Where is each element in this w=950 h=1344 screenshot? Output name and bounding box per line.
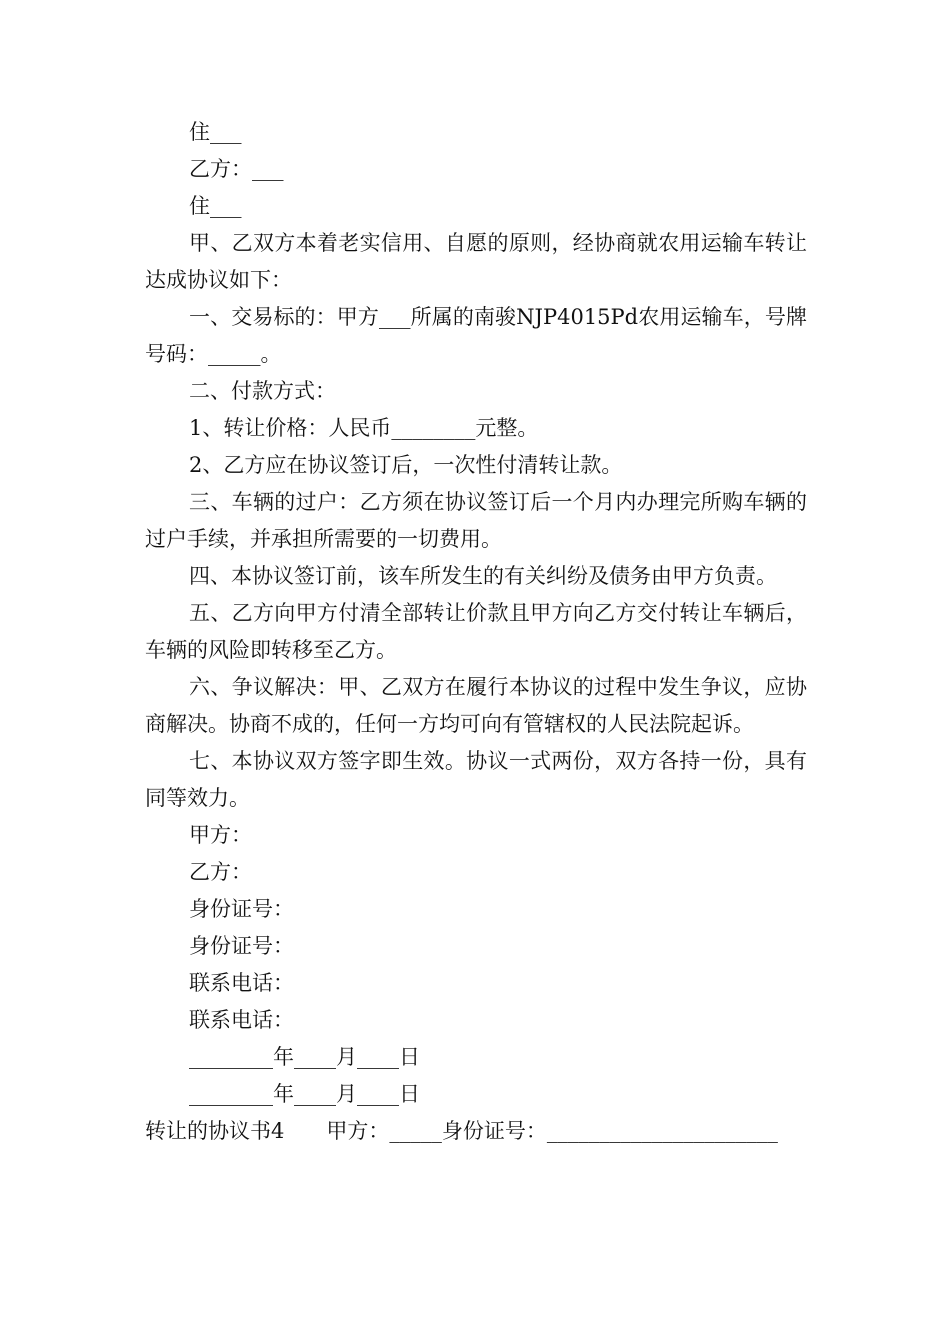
- paragraph-clause-6: 六、争议解决：甲、乙双方在履行本协议的过程中发生争议，应协商解决。协商不成的，任何一方均可向有管辖权的人民法院起诉。: [145, 675, 807, 736]
- paragraph-clause-3: 三、车辆的过户：乙方须在协议签订后一个月内办理完所购车辆的过户手续，并承担所需要的一切费用。: [145, 490, 807, 551]
- paragraph-clause-4: 四、本协议签订前，该车所发生的有关纠纷及债务由甲方负责。: [189, 564, 777, 588]
- paragraph-intro: 甲、乙双方本着老实信用、自愿的原则，经协商就农用运输车转让达成协议如下：: [145, 231, 807, 292]
- document-body: [145, 114, 807, 1150]
- paragraph-party-b: 乙方：___: [189, 157, 284, 181]
- paragraph-address-a: 住___: [189, 120, 242, 144]
- paragraph-clause-7: 七、本协议双方签字即生效。协议一式两份，双方各持一份，具有同等效力。: [145, 749, 807, 810]
- paragraph-clause-1: 一、交易标的：甲方___所属的南骏NJP4015Pd农用运输车，号牌号码：_____。: [145, 305, 807, 366]
- id-number-b: 身份证号：: [189, 934, 294, 958]
- paragraph-clause-2: 二、付款方式：: [189, 379, 336, 403]
- paragraph-clause-2-2: 2、乙方应在协议签订后，一次性付清转让款。: [189, 453, 623, 477]
- phone-a: 联系电话：: [189, 971, 294, 995]
- footer-line: 转让的协议书4 甲方：_____身份证号：______________________: [145, 1119, 778, 1143]
- phone-b: 联系电话：: [189, 1008, 294, 1032]
- date-a: ________年____月____日: [189, 1045, 420, 1069]
- signature-party-b: 乙方：: [189, 860, 252, 884]
- paragraph-clause-2-1: 1、转让价格：人民币________元整。: [189, 416, 539, 440]
- id-number-a: 身份证号：: [189, 897, 294, 921]
- paragraph-address-b: 住___: [189, 194, 242, 218]
- date-b: ________年____月____日: [189, 1082, 420, 1106]
- paragraph-clause-5: 五、乙方向甲方付清全部转让价款且甲方向乙方交付转让车辆后，车辆的风险即转移至乙方。: [145, 601, 807, 662]
- signature-party-a: 甲方：: [189, 823, 252, 847]
